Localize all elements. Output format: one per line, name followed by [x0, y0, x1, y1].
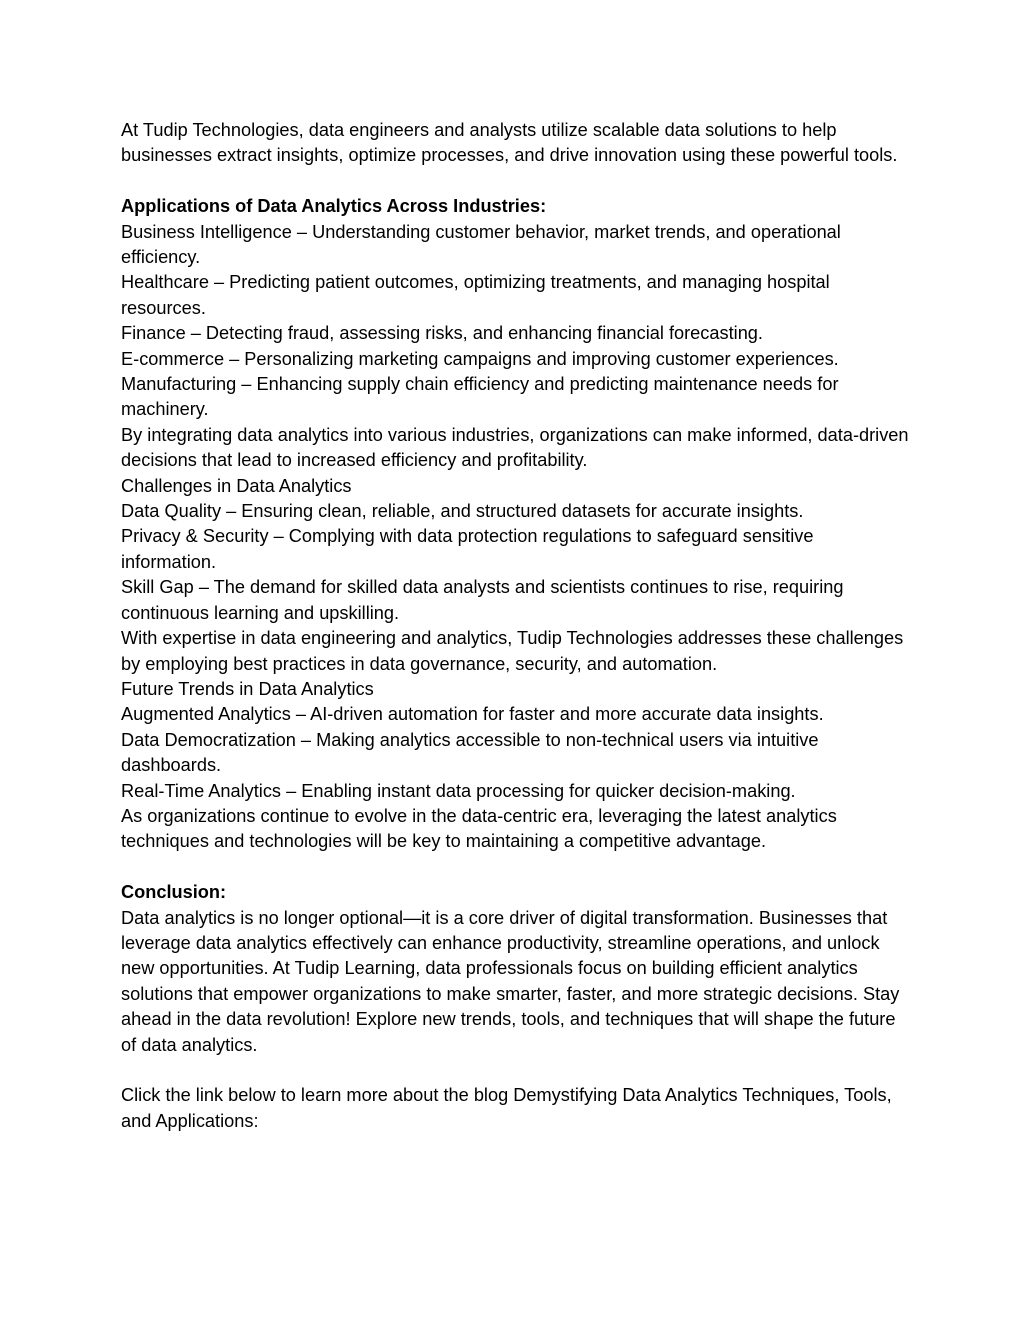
- challenges-heading: Challenges in Data Analytics: [121, 475, 352, 496]
- trends-heading: Future Trends in Data Analytics: [121, 678, 374, 699]
- trend-item: Real-Time Analytics – Enabling instant data processing for quicker decision-making.: [121, 780, 796, 801]
- application-item: Finance – Detecting fraud, assessing risks, and enhancing financial forecasting.: [121, 323, 763, 344]
- challenge-item: Skill Gap – The demand for skilled data analysts and scientists continues to rise, requiring continuous learning and upskilling.: [121, 577, 844, 623]
- application-item: Business Intelligence – Understanding customer behavior, market trends, and operational efficiency.: [121, 221, 841, 268]
- trend-item: Augmented Analytics – AI-driven automation for faster and more accurate data insights.: [121, 704, 824, 725]
- challenge-item: Privacy & Security – Complying with data protection regulations to safeguard sensitive information.: [121, 526, 814, 572]
- trends-summary: As organizations continue to evolve in the data-centric era, leveraging the latest analytics techniques and technologies will be key to maintaining a competitive advantage.: [121, 805, 837, 852]
- conclusion-body: Data analytics is no longer optional—it is a core driver of digital transformation. Businesses that leverage data analytics effectively can enhance productivity, streamline operations, and unlock new opportunities. At Tudip Learning, data professionals focus on building efficient analytics solutions that empower organizations to make smarter, faster, and more strategic decisions. Stay ahead in the data revolution! Explore new trends, tools, and techniques that will shape the future of data analytics.: [121, 907, 900, 1055]
- applications-heading: Applications of Data Analytics Across Industries:: [121, 196, 547, 217]
- application-item: E-commerce – Personalizing marketing campaigns and improving customer experiences.: [121, 348, 839, 369]
- challenge-item: Data Quality – Ensuring clean, reliable, and structured datasets for accurate insights.: [121, 501, 804, 522]
- trend-item: Data Democratization – Making analytics accessible to non-technical users via intuitive dashboards.: [121, 729, 819, 776]
- blank-line: [121, 1058, 911, 1083]
- challenges-summary: With expertise in data engineering and analytics, Tudip Technologies addresses these challenges by employing best practices in data governance, security, and automation.: [121, 628, 904, 674]
- applications-summary: By integrating data analytics into various industries, organizations can make informed, data-driven decisions that lead to increased efficiency and profitability.: [121, 424, 909, 471]
- closing-paragraph: Click the link below to learn more about the blog Demystifying Data Analytics Techniques, Tools, and Applications:: [121, 1085, 892, 1131]
- document-page: [121, 118, 911, 1134]
- conclusion-heading: Conclusion:: [121, 882, 227, 903]
- application-item: Healthcare – Predicting patient outcomes, optimizing treatments, and managing hospital resources.: [121, 272, 830, 318]
- intro-paragraph: At Tudip Technologies, data engineers and analysts utilize scalable data solutions to help businesses extract insights, optimize processes, and drive innovation using these powerful tools.: [121, 120, 898, 166]
- blank-line: [121, 855, 911, 880]
- application-item: Manufacturing – Enhancing supply chain efficiency and predicting maintenance needs for machinery.: [121, 374, 839, 420]
- blank-line: [121, 169, 911, 194]
